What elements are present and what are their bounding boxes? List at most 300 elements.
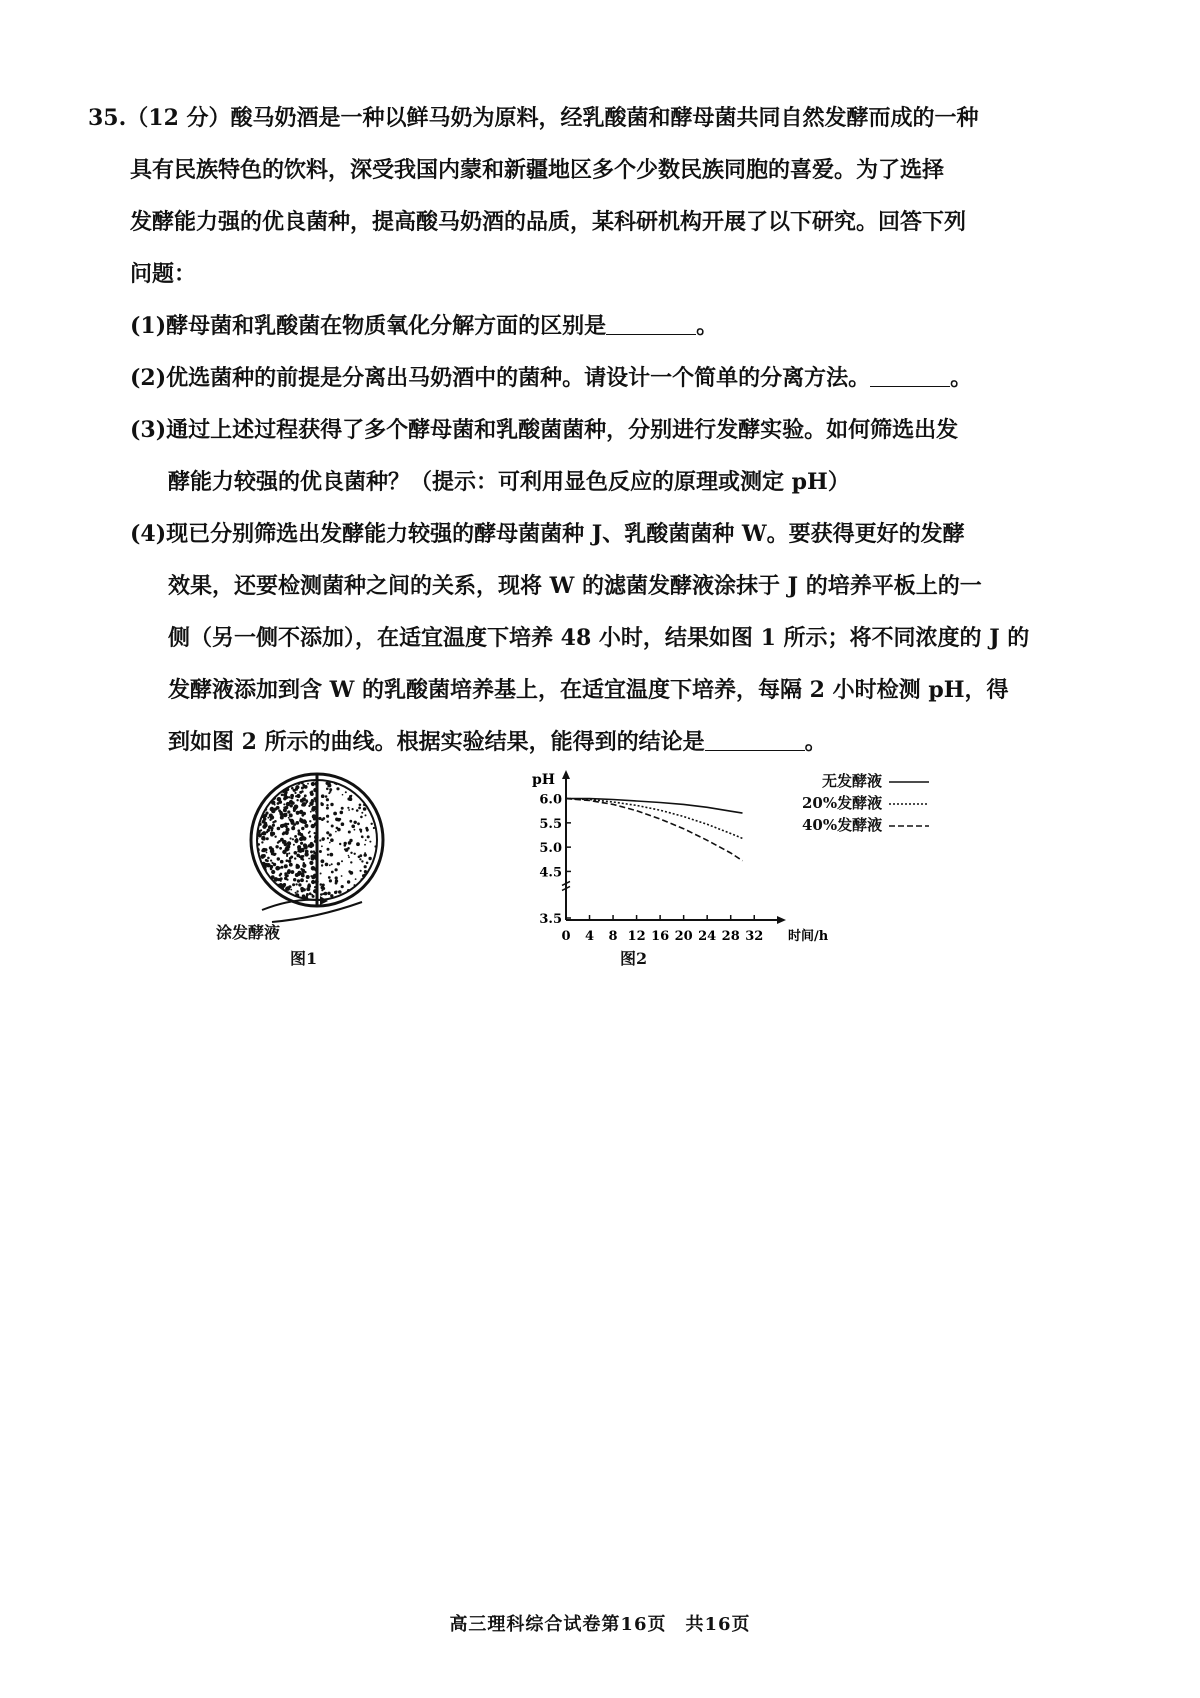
- colony-dot: [371, 823, 373, 825]
- pointer-arrowhead: [320, 896, 328, 905]
- colony-dot: [375, 782, 377, 784]
- colony-dot: [286, 879, 288, 881]
- colony-dot: [308, 858, 310, 860]
- x-tick-label: 28: [721, 929, 740, 944]
- colony-dot: [360, 831, 362, 833]
- colony-dot: [260, 792, 262, 794]
- colony-dot: [294, 857, 296, 859]
- colony-dot: [357, 822, 360, 825]
- colony-dot: [293, 789, 296, 792]
- colony-dot: [356, 809, 359, 812]
- colony-dot: [274, 820, 277, 823]
- colony-dot: [259, 885, 261, 887]
- colony-dot: [274, 836, 276, 838]
- colony-dot: [263, 832, 265, 834]
- x-tick-label: 20: [674, 929, 693, 944]
- colony-dot: [264, 886, 266, 888]
- legend-item-40: [802, 814, 931, 835]
- colony-dot: [349, 820, 352, 823]
- colony-dot: [300, 842, 303, 845]
- colony-dot: [304, 824, 308, 828]
- colony-dot: [311, 824, 315, 828]
- figure-2-caption: 图2: [620, 949, 648, 968]
- x-tick-label: 12: [627, 929, 646, 944]
- colony-dot: [327, 854, 329, 856]
- colony-dot: [297, 850, 299, 852]
- question-intro-line: 35.（12 分）酸马奶酒是一种以鲜马奶为原料，经乳酸菌和酵母菌共同自然发酵而成的一种: [88, 105, 979, 131]
- colony-dot: [368, 791, 370, 793]
- colony-dot: [331, 863, 333, 865]
- sub-question-4-last-text: 到如图 2 所示的曲线。根据实验结果，能得到的结论是: [168, 729, 705, 755]
- colony-dot: [292, 838, 294, 840]
- answer-blank: [870, 366, 950, 387]
- colony-dot: [358, 807, 361, 810]
- colony-dot: [300, 878, 304, 882]
- colony-dot: [366, 895, 368, 897]
- colony-dot: [325, 863, 329, 867]
- colony-dot: [257, 897, 260, 900]
- legend-swatch-dotted: [887, 799, 931, 809]
- colony-dot: [290, 796, 293, 799]
- series-line-1: [566, 799, 743, 839]
- colony-dot: [297, 829, 300, 832]
- colony-dot: [291, 821, 295, 825]
- colony-dot: [328, 876, 331, 879]
- colony-dot: [296, 890, 298, 892]
- sub-question-1: [88, 300, 1098, 352]
- colony-dot: [322, 887, 325, 890]
- series-line-0: [566, 799, 743, 814]
- colony-dot: [265, 778, 269, 782]
- sub-question-4-line: 效果，还要检测菌种之间的关系，现将 W 的滤菌发酵液涂抹于 J 的培养平板上的一: [168, 573, 982, 599]
- colony-dot: [347, 880, 350, 883]
- colony-dot: [369, 841, 371, 843]
- colony-dot: [320, 883, 323, 886]
- colony-dot: [320, 893, 323, 896]
- colony-dot: [335, 831, 337, 833]
- colony-dot: [352, 808, 354, 810]
- colony-dot: [273, 779, 276, 782]
- x-tick-label: 32: [745, 929, 764, 944]
- colony-dot: [371, 888, 374, 891]
- colony-dot: [353, 896, 356, 899]
- colony-dot: [288, 817, 290, 819]
- colony-dot: [283, 808, 287, 812]
- colony-dot: [303, 889, 305, 891]
- colony-dot: [272, 779, 274, 781]
- colony-dot: [261, 786, 265, 790]
- legend-label: 无发酵液: [822, 772, 883, 790]
- colony-dot: [279, 780, 281, 782]
- colony-dot: [345, 791, 347, 793]
- colony-dot: [310, 792, 314, 796]
- colony-dot: [272, 832, 276, 836]
- colony-dot: [376, 798, 379, 801]
- y-axis-label: pH: [532, 772, 556, 788]
- colony-dot: [302, 797, 306, 801]
- colony-dot: [348, 809, 350, 811]
- colony-dot: [319, 839, 321, 841]
- colony-dot: [326, 788, 329, 791]
- colony-dot: [255, 803, 259, 807]
- colony-dot: [348, 855, 350, 857]
- colony-dot: [354, 884, 356, 886]
- colony-dot: [258, 786, 262, 790]
- colony-dot: [335, 876, 338, 879]
- colony-dot: [339, 843, 341, 845]
- colony-dot: [301, 790, 304, 793]
- colony-dot: [259, 782, 263, 786]
- colony-dot: [321, 794, 325, 798]
- colony-dot: [282, 886, 284, 888]
- colony-dot: [296, 811, 300, 815]
- colony-dot: [275, 845, 278, 848]
- colony-dot: [277, 827, 281, 831]
- colony-dot: [284, 872, 287, 875]
- colony-dot: [340, 811, 344, 815]
- x-tick-label: 16: [651, 929, 670, 944]
- figure-1-annotation: 涂发酵液: [216, 923, 281, 942]
- colony-dot: [287, 871, 291, 875]
- colony-dot: [330, 894, 333, 897]
- colony-dot: [367, 835, 370, 838]
- colony-dot: [302, 872, 304, 874]
- colony-dot: [363, 807, 367, 811]
- colony-dot: [263, 815, 265, 817]
- colony-dot: [362, 837, 364, 839]
- colony-dot: [261, 888, 265, 892]
- colony-dot: [359, 804, 362, 807]
- colony-dot: [307, 783, 309, 785]
- colony-dot: [272, 824, 275, 827]
- colony-dot: [333, 812, 337, 816]
- y-axis-arrow: [562, 770, 570, 779]
- colony-dot: [364, 853, 367, 856]
- colony-dot: [270, 826, 272, 828]
- colony-dot: [308, 876, 310, 878]
- colony-dot: [271, 853, 273, 855]
- colony-dot: [279, 847, 282, 850]
- colony-dot: [261, 787, 263, 789]
- colony-dot: [271, 870, 275, 874]
- colony-dot: [331, 825, 334, 828]
- colony-dot: [286, 802, 290, 806]
- colony-dot: [285, 825, 288, 828]
- colony-dot: [326, 798, 329, 801]
- colony-dot: [341, 885, 344, 888]
- colony-dot: [302, 802, 307, 807]
- colony-dot: [320, 873, 322, 875]
- x-axis-label: 时间/h: [788, 929, 829, 944]
- sub-question-3-line: 酵能力较强的优良菌种？（提示：可利用显色反应的原理或测定 pH）: [168, 469, 850, 495]
- colony-dot: [309, 861, 313, 865]
- colony-dot: [330, 838, 334, 842]
- colony-dot: [321, 864, 323, 866]
- colony-dot: [255, 896, 259, 900]
- colony-dot: [281, 866, 284, 869]
- culture-plate-svg: [232, 770, 402, 940]
- colony-dot: [301, 820, 305, 824]
- colony-dot: [364, 844, 366, 846]
- colony-dot: [341, 860, 343, 862]
- colony-dot: [271, 809, 275, 813]
- figure-1: [216, 770, 402, 980]
- colony-dot: [288, 852, 290, 854]
- colony-dot: [371, 786, 374, 789]
- colony-dot: [260, 785, 264, 789]
- colony-dot: [347, 797, 350, 800]
- question-intro-line: 具有民族特色的饮料，深受我国内蒙和新疆地区多个少数民族同胞的喜爱。为了选择: [130, 157, 945, 183]
- colony-dot: [368, 857, 371, 860]
- colony-dot: [267, 857, 270, 860]
- colony-dot: [294, 835, 297, 838]
- question-35: [88, 92, 1098, 768]
- colony-dot: [257, 878, 260, 881]
- colony-dot: [282, 832, 285, 835]
- period: 。: [696, 313, 719, 339]
- colony-dot: [326, 831, 329, 834]
- colony-dot: [326, 804, 328, 806]
- colony-dot: [319, 850, 322, 853]
- colony-dot: [266, 852, 268, 854]
- colony-dot: [276, 782, 278, 784]
- colony-dot: [284, 892, 287, 895]
- colony-dot: [263, 888, 266, 891]
- colony-dot: [290, 814, 292, 816]
- colony-dot: [257, 782, 262, 787]
- colony-dot: [364, 870, 367, 873]
- colony-dot: [277, 878, 280, 881]
- colony-dot: [260, 787, 264, 791]
- colony-dot: [347, 807, 349, 809]
- colony-dot: [348, 831, 351, 834]
- colony-dot: [267, 817, 269, 819]
- colony-dot: [293, 844, 295, 846]
- colony-dot: [294, 851, 298, 855]
- question-intro-line: 问题：: [130, 261, 197, 287]
- colony-dot: [334, 891, 337, 894]
- colony-dot: [364, 865, 367, 868]
- colony-dot: [321, 859, 325, 863]
- colony-dot: [262, 837, 266, 841]
- colony-dot: [268, 829, 270, 831]
- series-line-2: [566, 799, 743, 861]
- legend-swatch-dashed: [887, 821, 931, 831]
- colony-dot: [297, 879, 300, 882]
- colony-dot: [280, 816, 284, 820]
- colony-dot: [329, 842, 331, 844]
- page-footer: 高三理科综合试卷第16页 共16页: [449, 1614, 751, 1635]
- y-tick-label: 4.5: [539, 865, 562, 881]
- colony-dot: [283, 826, 285, 828]
- colony-dot: [257, 843, 260, 846]
- colony-dot: [257, 801, 260, 804]
- colony-dot: [271, 862, 273, 864]
- colony-dot: [288, 860, 291, 863]
- colony-dot: [309, 892, 312, 895]
- colony-dot: [302, 784, 305, 787]
- legend-swatch-solid: [887, 777, 931, 787]
- colony-dot: [283, 806, 285, 808]
- colony-dot: [289, 863, 293, 867]
- answer-blank: [606, 314, 696, 335]
- colony-dot: [262, 820, 266, 824]
- colony-dot: [313, 850, 315, 852]
- colony-dot: [290, 856, 293, 859]
- colony-dot: [361, 860, 363, 862]
- colony-dot: [348, 856, 350, 858]
- colony-dot: [311, 856, 315, 860]
- colony-dot: [296, 864, 299, 867]
- colony-dot: [257, 796, 260, 799]
- colony-dot: [320, 802, 322, 804]
- colony-dot: [361, 812, 363, 814]
- colony-dot: [354, 821, 357, 824]
- colony-dot: [297, 847, 300, 850]
- colony-dot: [336, 827, 339, 830]
- colony-dot: [350, 861, 352, 863]
- colony-dot: [329, 879, 332, 882]
- colony-dot: [260, 884, 263, 887]
- sub-question-2-text: (2)优选菌种的前提是分离出马奶酒中的菌种。请设计一个简单的分离方法。: [130, 365, 871, 391]
- colony-dot: [296, 799, 298, 801]
- x-axis-arrow: [777, 916, 786, 924]
- colony-dot: [260, 779, 263, 782]
- colony-dot: [277, 797, 282, 802]
- sub-question-2: [88, 352, 1098, 404]
- colony-dot: [366, 830, 368, 832]
- colony-dot: [282, 841, 285, 844]
- colony-dot: [359, 858, 361, 860]
- colony-dot: [262, 886, 266, 890]
- colony-dot: [308, 844, 311, 847]
- colony-dot: [337, 862, 340, 865]
- colony-dot: [335, 818, 338, 821]
- colony-dot: [355, 878, 357, 880]
- colony-dot: [301, 814, 304, 817]
- colony-dot: [322, 817, 325, 820]
- sub-question-4-line: (4)现已分别筛选出发酵能力较强的酵母菌菌种 J、乳酸菌菌种 W。要获得更好的发酵: [130, 521, 965, 547]
- colony-dot: [265, 889, 269, 893]
- colony-dot: [351, 825, 355, 829]
- colony-dot: [350, 795, 352, 797]
- colony-dot: [356, 842, 360, 846]
- colony-dot: [287, 823, 289, 825]
- colony-dot: [326, 815, 329, 818]
- colony-dot: [345, 783, 347, 785]
- legend-label: 40%发酵液: [802, 816, 883, 834]
- colony-dot: [284, 864, 288, 868]
- period: 。: [804, 729, 827, 755]
- colony-dot: [278, 809, 281, 812]
- colony-dot: [374, 845, 376, 847]
- colony-dot: [287, 810, 290, 813]
- colony-dot: [311, 844, 314, 847]
- colony-dot: [365, 814, 367, 816]
- colony-dot: [348, 870, 351, 873]
- colony-dot: [366, 786, 369, 789]
- colony-dot: [298, 883, 301, 886]
- colony-dot: [267, 787, 269, 789]
- colony-dot: [354, 829, 356, 831]
- colony-dot: [312, 806, 316, 810]
- x-tick-label: 24: [698, 929, 717, 944]
- colony-dot: [309, 820, 311, 822]
- colony-dot: [266, 837, 269, 840]
- colony-dot: [286, 828, 290, 832]
- colony-dot: [321, 845, 323, 847]
- colony-dot: [365, 827, 368, 830]
- colony-dot: [277, 802, 280, 805]
- colony-dot: [329, 864, 331, 866]
- colony-dot: [270, 860, 272, 862]
- colony-dot: [327, 821, 329, 823]
- colony-dot: [307, 884, 311, 888]
- colony-dot: [263, 793, 265, 795]
- colony-dot: [336, 787, 339, 790]
- colony-dot: [270, 785, 273, 788]
- colony-dot: [373, 827, 375, 829]
- colony-dot: [262, 781, 264, 783]
- colony-dot: [290, 781, 293, 784]
- colony-dot: [363, 804, 365, 806]
- y-tick-label: 6.0: [539, 792, 562, 808]
- colony-dot: [327, 837, 329, 839]
- y-tick-label: 5.5: [539, 816, 562, 832]
- colony-dot: [364, 852, 366, 854]
- colony-dot: [344, 842, 347, 845]
- colony-dot: [296, 854, 300, 858]
- colony-dot: [306, 880, 308, 882]
- colony-dot: [300, 868, 302, 870]
- answer-blank: [705, 730, 805, 751]
- colony-dot: [290, 889, 292, 891]
- colony-dot: [290, 837, 292, 839]
- colony-dot: [358, 856, 361, 859]
- colony-dot: [278, 840, 281, 843]
- colony-dot: [295, 892, 297, 894]
- colony-dot: [262, 884, 264, 886]
- colony-dot: [295, 785, 299, 789]
- colony-dot: [280, 860, 284, 864]
- figure-2: [530, 770, 960, 980]
- colony-dot: [271, 848, 274, 851]
- colony-dot: [265, 859, 268, 862]
- question-intro-line: 发酵能力强的优良菌种，提高酸马奶酒的品质，某科研机构开展了以下研究。回答下列: [130, 209, 967, 235]
- colony-dot: [374, 877, 376, 879]
- colony-dot: [360, 816, 363, 819]
- sub-question-1-text: (1)酵母菌和乳酸菌在物质氧化分解方面的区别是: [130, 313, 607, 339]
- colony-dot: [335, 868, 338, 871]
- colony-dot: [262, 848, 266, 852]
- colony-dot: [353, 781, 355, 783]
- ph-chart: [530, 770, 829, 950]
- colony-dot: [366, 862, 369, 865]
- legend-item-none: [822, 770, 931, 791]
- colony-dot: [263, 780, 267, 784]
- y-tick-label: 3.5: [539, 912, 562, 927]
- colony-dot: [306, 801, 308, 803]
- colony-dot: [271, 780, 275, 784]
- colony-dot: [282, 850, 286, 854]
- colony-dot: [274, 782, 277, 785]
- x-tick-label: 4: [585, 929, 595, 944]
- colony-dot: [335, 879, 338, 882]
- colony-dot: [341, 807, 344, 810]
- colony-dot: [327, 892, 330, 895]
- sub-question-4-line: [88, 716, 1098, 768]
- colony-dot: [261, 841, 263, 843]
